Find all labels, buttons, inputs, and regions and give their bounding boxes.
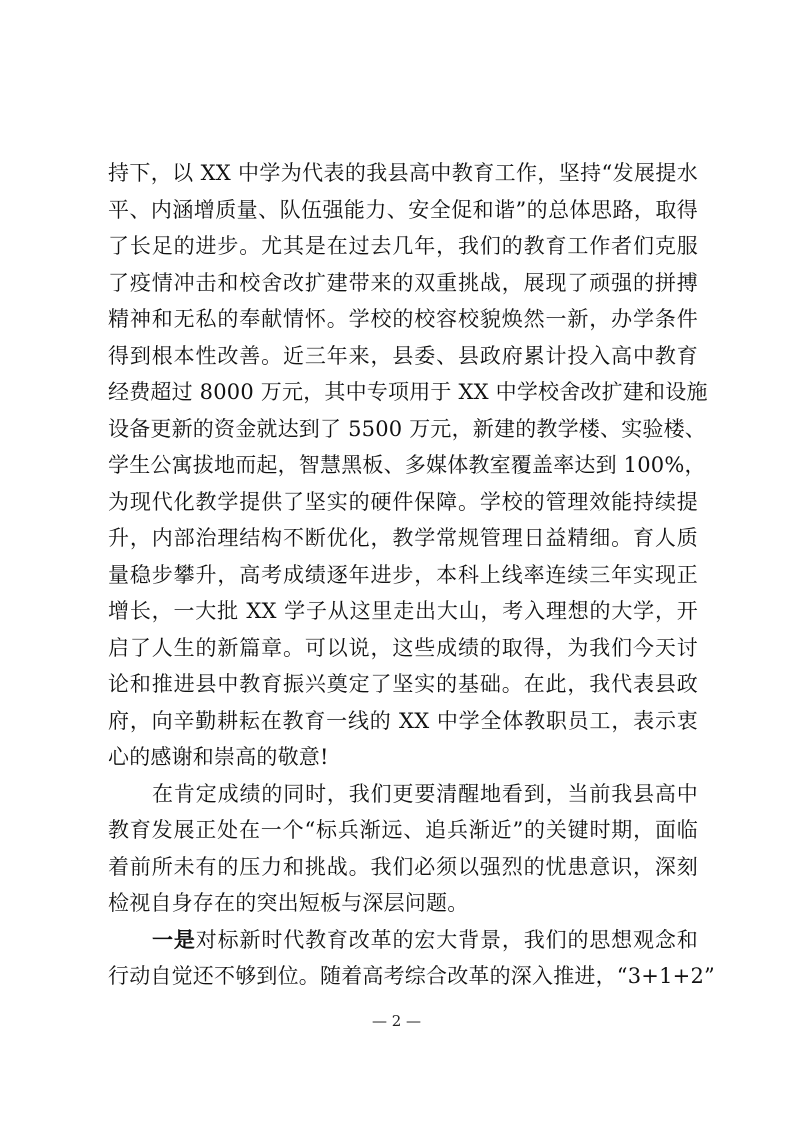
text-line: 了长足的进步。尤其是在过去几年，我们的教育工作者们克服: [108, 234, 698, 258]
text-line: 持下，以 XX 中学为代表的我县高中教育工作，坚持“发展提水: [108, 161, 698, 185]
text-line: 着前所未有的压力和挑战。我们必须以强烈的忧患意识，深刻: [108, 854, 698, 879]
text-line-rest: 对标新时代教育改革的宏大背景，我们的思想观念和: [195, 927, 698, 952]
bold-lead-text: 一是: [152, 926, 196, 952]
text-line: 教育发展正处在一个“标兵渐远、追兵渐近”的关键时期，面临: [108, 818, 698, 842]
text-line: 得到根本性改善。近三年来，县委、县政府累计投入高中教育: [108, 343, 698, 368]
text-line: 检视自身存在的突出短板与深层问题。: [108, 891, 469, 915]
text-line: 学生公寓拔地而起，智慧黑板、多媒体教室覆盖率达到 100%，: [108, 453, 706, 477]
text-line: 行动自觉还不够到位。随着高考综合改革的深入推进，“3+1+2”: [108, 964, 715, 988]
text-line: 精神和无私的奉献情怀。学校的校容校貌焕然一新，办学条件: [108, 307, 698, 331]
text-line: 在肯定成绩的同时，我们更要清醒地看到，当前我县高中: [152, 781, 698, 806]
text-line: 增长，一大批 XX 学子从这里走出大山，考入理想的大学，开: [108, 599, 698, 623]
text-line: 论和推进县中教育振兴奠定了坚实的基础。在此，我代表县政: [108, 672, 698, 696]
text-line: 了疫情冲击和校舍改扩建带来的双重挑战，展现了顽强的拼搏: [108, 270, 698, 295]
text-line: 为现代化教学提供了坚实的硬件保障。学校的管理效能持续提: [108, 489, 698, 514]
text-line: 升，内部治理结构不断优化，教学常规管理日益精细。育人质: [108, 526, 698, 550]
page-number: — 2 —: [371, 1012, 422, 1030]
text-line: 经费超过 8000 万元，其中专项用于 XX 中学校舍改扩建和设施: [108, 380, 708, 404]
text-line: 平、内涵增质量、队伍强能力、安全促和谐”的总体思路，取得: [108, 197, 698, 222]
text-line: 启了人生的新篇章。可以说，这些成绩的取得，为我们今天讨: [108, 635, 698, 660]
text-line: 量稳步攀升，高考成绩逐年进步，本科上线率连续三年实现正: [108, 562, 698, 587]
text-line: [108, 922, 698, 959]
body-text: [108, 155, 715, 995]
text-line: 府，向辛勤耕耘在教育一线的 XX 中学全体教职员工，表示衷: [108, 708, 698, 733]
text-line: 设备更新的资金就达到了 5500 万元，新建的教学楼、实验楼、: [108, 416, 706, 441]
text-line: 心的感谢和崇高的敬意!: [108, 745, 329, 769]
